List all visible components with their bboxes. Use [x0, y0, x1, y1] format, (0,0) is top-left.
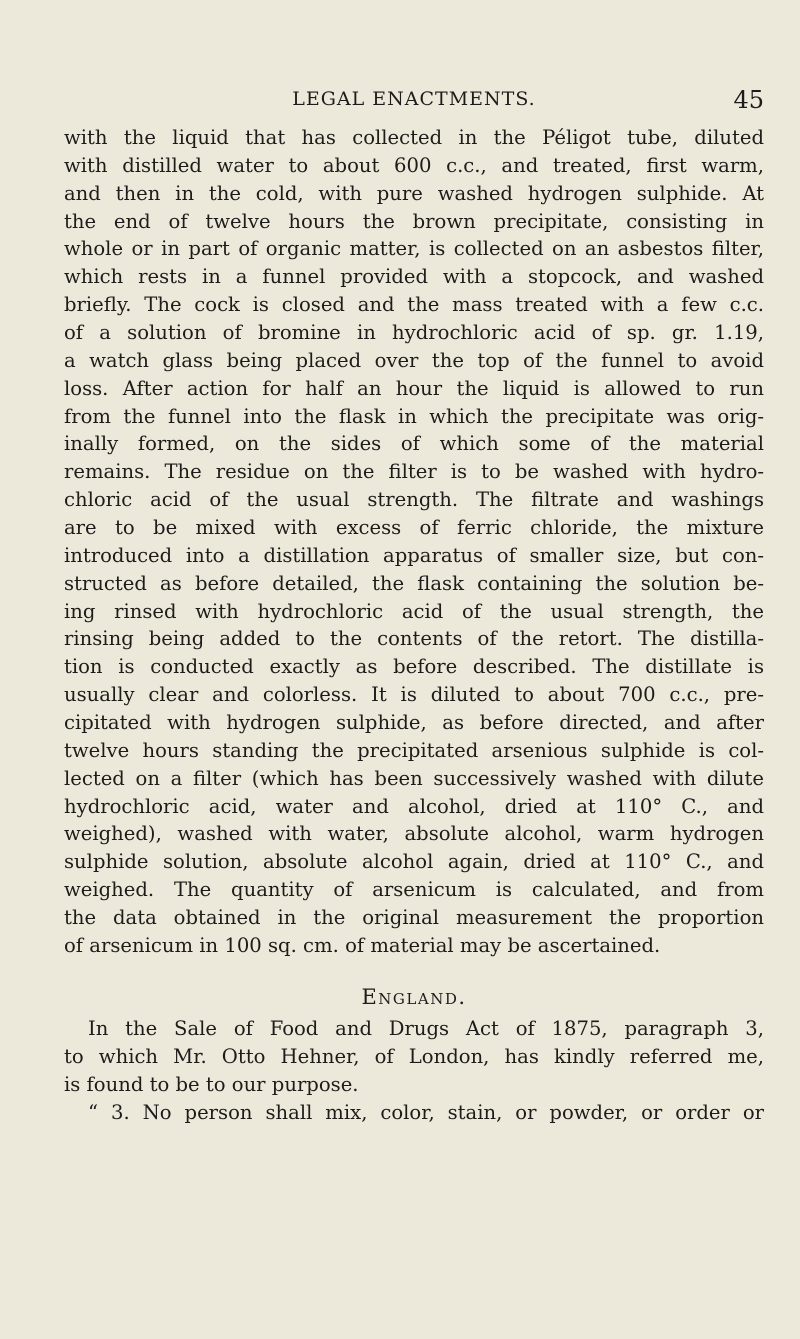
text-line: tion is conducted exactly as before described. The distillate is: [64, 655, 764, 679]
text-line: cipitated with hydrogen sulphide, as before directed, and after: [64, 711, 764, 735]
text-line: the data obtained in the original measurement the proportion: [64, 906, 764, 930]
text-line: ing rinsed with hydrochloric acid of the usual strength, the: [64, 599, 764, 623]
text-line: sulphide solution, absolute alcohol again, dried at 110° C., and: [64, 850, 764, 874]
text-line: and then in the cold, with pure washed hydrogen sulphide. At: [64, 181, 764, 205]
text-line: which rests in a funnel provided with a stopcock, and washed: [64, 265, 764, 289]
text-line: weighed. The quantity of arsenicum is calculated, and from: [64, 878, 764, 902]
text-line: usually clear and colorless. It is diluted to about 700 c.c., pre-: [64, 683, 764, 707]
text-line: introduced into a distillation apparatus of smaller size, but con-: [64, 543, 764, 567]
text-line: to which Mr. Otto Hehner, of London, has kindly referred me,: [64, 1044, 764, 1068]
text-line: loss. After action for half an hour the liquid is allowed to run: [64, 376, 764, 400]
text-line: chloric acid of the usual strength. The filtrate and washings: [64, 488, 764, 512]
section-heading: England.: [361, 985, 467, 1009]
text-line: twelve hours standing the precipitated arsenious sulphide is col-: [64, 738, 764, 762]
running-head-title: LEGAL ENACTMENTS.: [292, 88, 536, 110]
text-line: briefly. The cock is closed and the mass treated with a few c.c.: [64, 293, 764, 317]
text-line: inally formed, on the sides of which some of the material: [64, 432, 764, 456]
text-line: with distilled water to about 600 c.c., and treated, first warm,: [64, 153, 764, 177]
text-line: whole or in part of organic matter, is collected on an asbestos filter,: [64, 237, 764, 261]
text-line: from the funnel into the flask in which the precipitate was orig-: [64, 404, 764, 428]
text-line: the end of twelve hours the brown precipitate, consisting in: [64, 209, 764, 233]
text-line: In the Sale of Food and Drugs Act of 1875, paragraph 3,: [88, 1017, 764, 1040]
text-line: weighed), washed with water, absolute alcohol, warm hydrogen: [64, 822, 764, 846]
text-line: lected on a filter (which has been successively washed with dilute: [64, 766, 764, 790]
text-line: “ 3. No person shall mix, color, stain, or powder, or order or: [88, 1100, 764, 1124]
text-line: hydrochloric acid, water and alcohol, dried at 110° C., and: [64, 794, 764, 818]
page-number: 45: [733, 86, 764, 114]
text-line: with the liquid that has collected in the Péligot tube, diluted: [64, 126, 764, 149]
text-line: remains. The residue on the filter is to be washed with hydro-: [64, 460, 764, 484]
running-head: [64, 86, 764, 114]
text-line: is found to be to our purpose.: [64, 1072, 359, 1096]
text-line: are to be mixed with excess of ferric chloride, the mixture: [64, 516, 764, 540]
text-line: a watch glass being placed over the top of the funnel to avoid: [64, 348, 764, 372]
text-line: of a solution of bromine in hydrochloric acid of sp. gr. 1.19,: [64, 321, 764, 345]
body-paragraph-2: [64, 1015, 764, 1126]
text-line: structed as before detailed, the flask containing the solution be-: [64, 571, 764, 595]
text-line: of arsenicum in 100 sq. cm. of material may be ascertained.: [64, 933, 661, 957]
body-paragraph-1: [64, 124, 764, 960]
text-line: rinsing being added to the contents of the retort. The distilla-: [64, 627, 764, 651]
